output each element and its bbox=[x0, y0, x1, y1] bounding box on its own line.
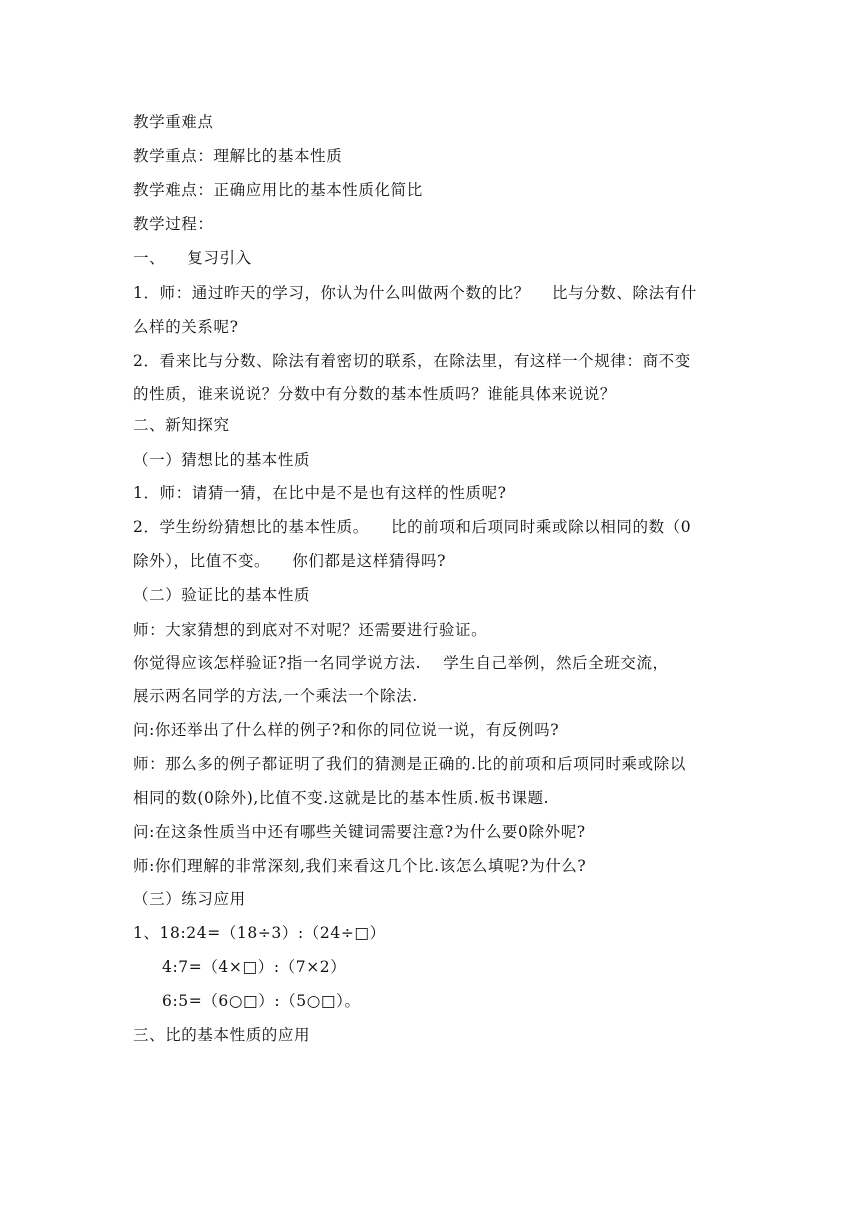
paragraph-line: 么样的关系呢? bbox=[133, 318, 239, 336]
paragraph-line: 相同的数(0除外),比值不变.这就是比的基本性质.板书课题. bbox=[133, 789, 550, 807]
difficulty-line: 教学难点：正确应用比的基本性质化简比 bbox=[133, 181, 423, 199]
paragraph-line: 1．师：通过昨天的学习，你认为什么叫做两个数的比？ 比与分数、除法有什 bbox=[133, 284, 697, 302]
paragraph-line: 师：那么多的例子都证明了我们的猜测是正确的.比的前项和后项同时乘或除以 bbox=[133, 755, 686, 773]
paragraph-line: 除外），比值不变。 你们都是这样猜得吗? bbox=[133, 552, 447, 570]
subsection-heading: （三）练习应用 bbox=[133, 890, 246, 908]
paragraph-line: 问:在这条性质当中还有哪些关键词需要注意?为什么要0除外呢? bbox=[133, 823, 586, 841]
paragraph-line: 问:你还举出了什么样的例子?和你的同位说一说，有反例吗? bbox=[133, 721, 560, 739]
paragraph-line: 2．看来比与分数、除法有着密切的联系，在除法里，有这样一个规律：商不变 bbox=[133, 352, 691, 370]
exercise-line: 1、18:24=（18÷3）:（24÷□） bbox=[133, 924, 386, 942]
paragraph-line: 展示两名同学的方法,一个乘法一个除法. bbox=[133, 687, 418, 705]
paragraph-line: 1．师：请猜一猜，在比中是不是也有这样的性质呢? bbox=[133, 484, 507, 502]
process-heading: 教学过程： bbox=[133, 215, 214, 233]
section-two-heading: 二、新知探究 bbox=[133, 416, 230, 434]
paragraph-line: 师:你们理解的非常深刻,我们来看这几个比.该怎么填呢?为什么? bbox=[133, 857, 587, 875]
exercise-line: 4:7=（4×□）:（7×2） bbox=[162, 958, 347, 976]
key-point-line: 教学重点：理解比的基本性质 bbox=[133, 147, 343, 165]
paragraph-line: 的性质，谁来说说？分数中有分数的基本性质吗？谁能具体来说说？ bbox=[133, 385, 617, 403]
exercise-line: 6:5=（6○□）:（5○□）。 bbox=[162, 992, 361, 1010]
paragraph-line: 师：大家猜想的到底对不对呢？还需要进行验证。 bbox=[133, 621, 488, 639]
paragraph-line: 你觉得应该怎样验证?指一名同学说方法. 学生自己举例，然后全班交流， bbox=[133, 654, 669, 672]
section-one-heading: 一、 复习引入 bbox=[133, 249, 252, 267]
paragraph-line: 2．学生纷纷猜想比的基本性质。 比的前项和后项同时乘或除以相同的数（0 bbox=[133, 518, 692, 536]
section-heading-key-points: 教学重难点 bbox=[133, 113, 214, 131]
section-three-heading: 三、比的基本性质的应用 bbox=[133, 1026, 311, 1044]
subsection-heading: （一）猜想比的基本性质 bbox=[133, 451, 311, 469]
subsection-heading: （二）验证比的基本性质 bbox=[133, 586, 311, 604]
